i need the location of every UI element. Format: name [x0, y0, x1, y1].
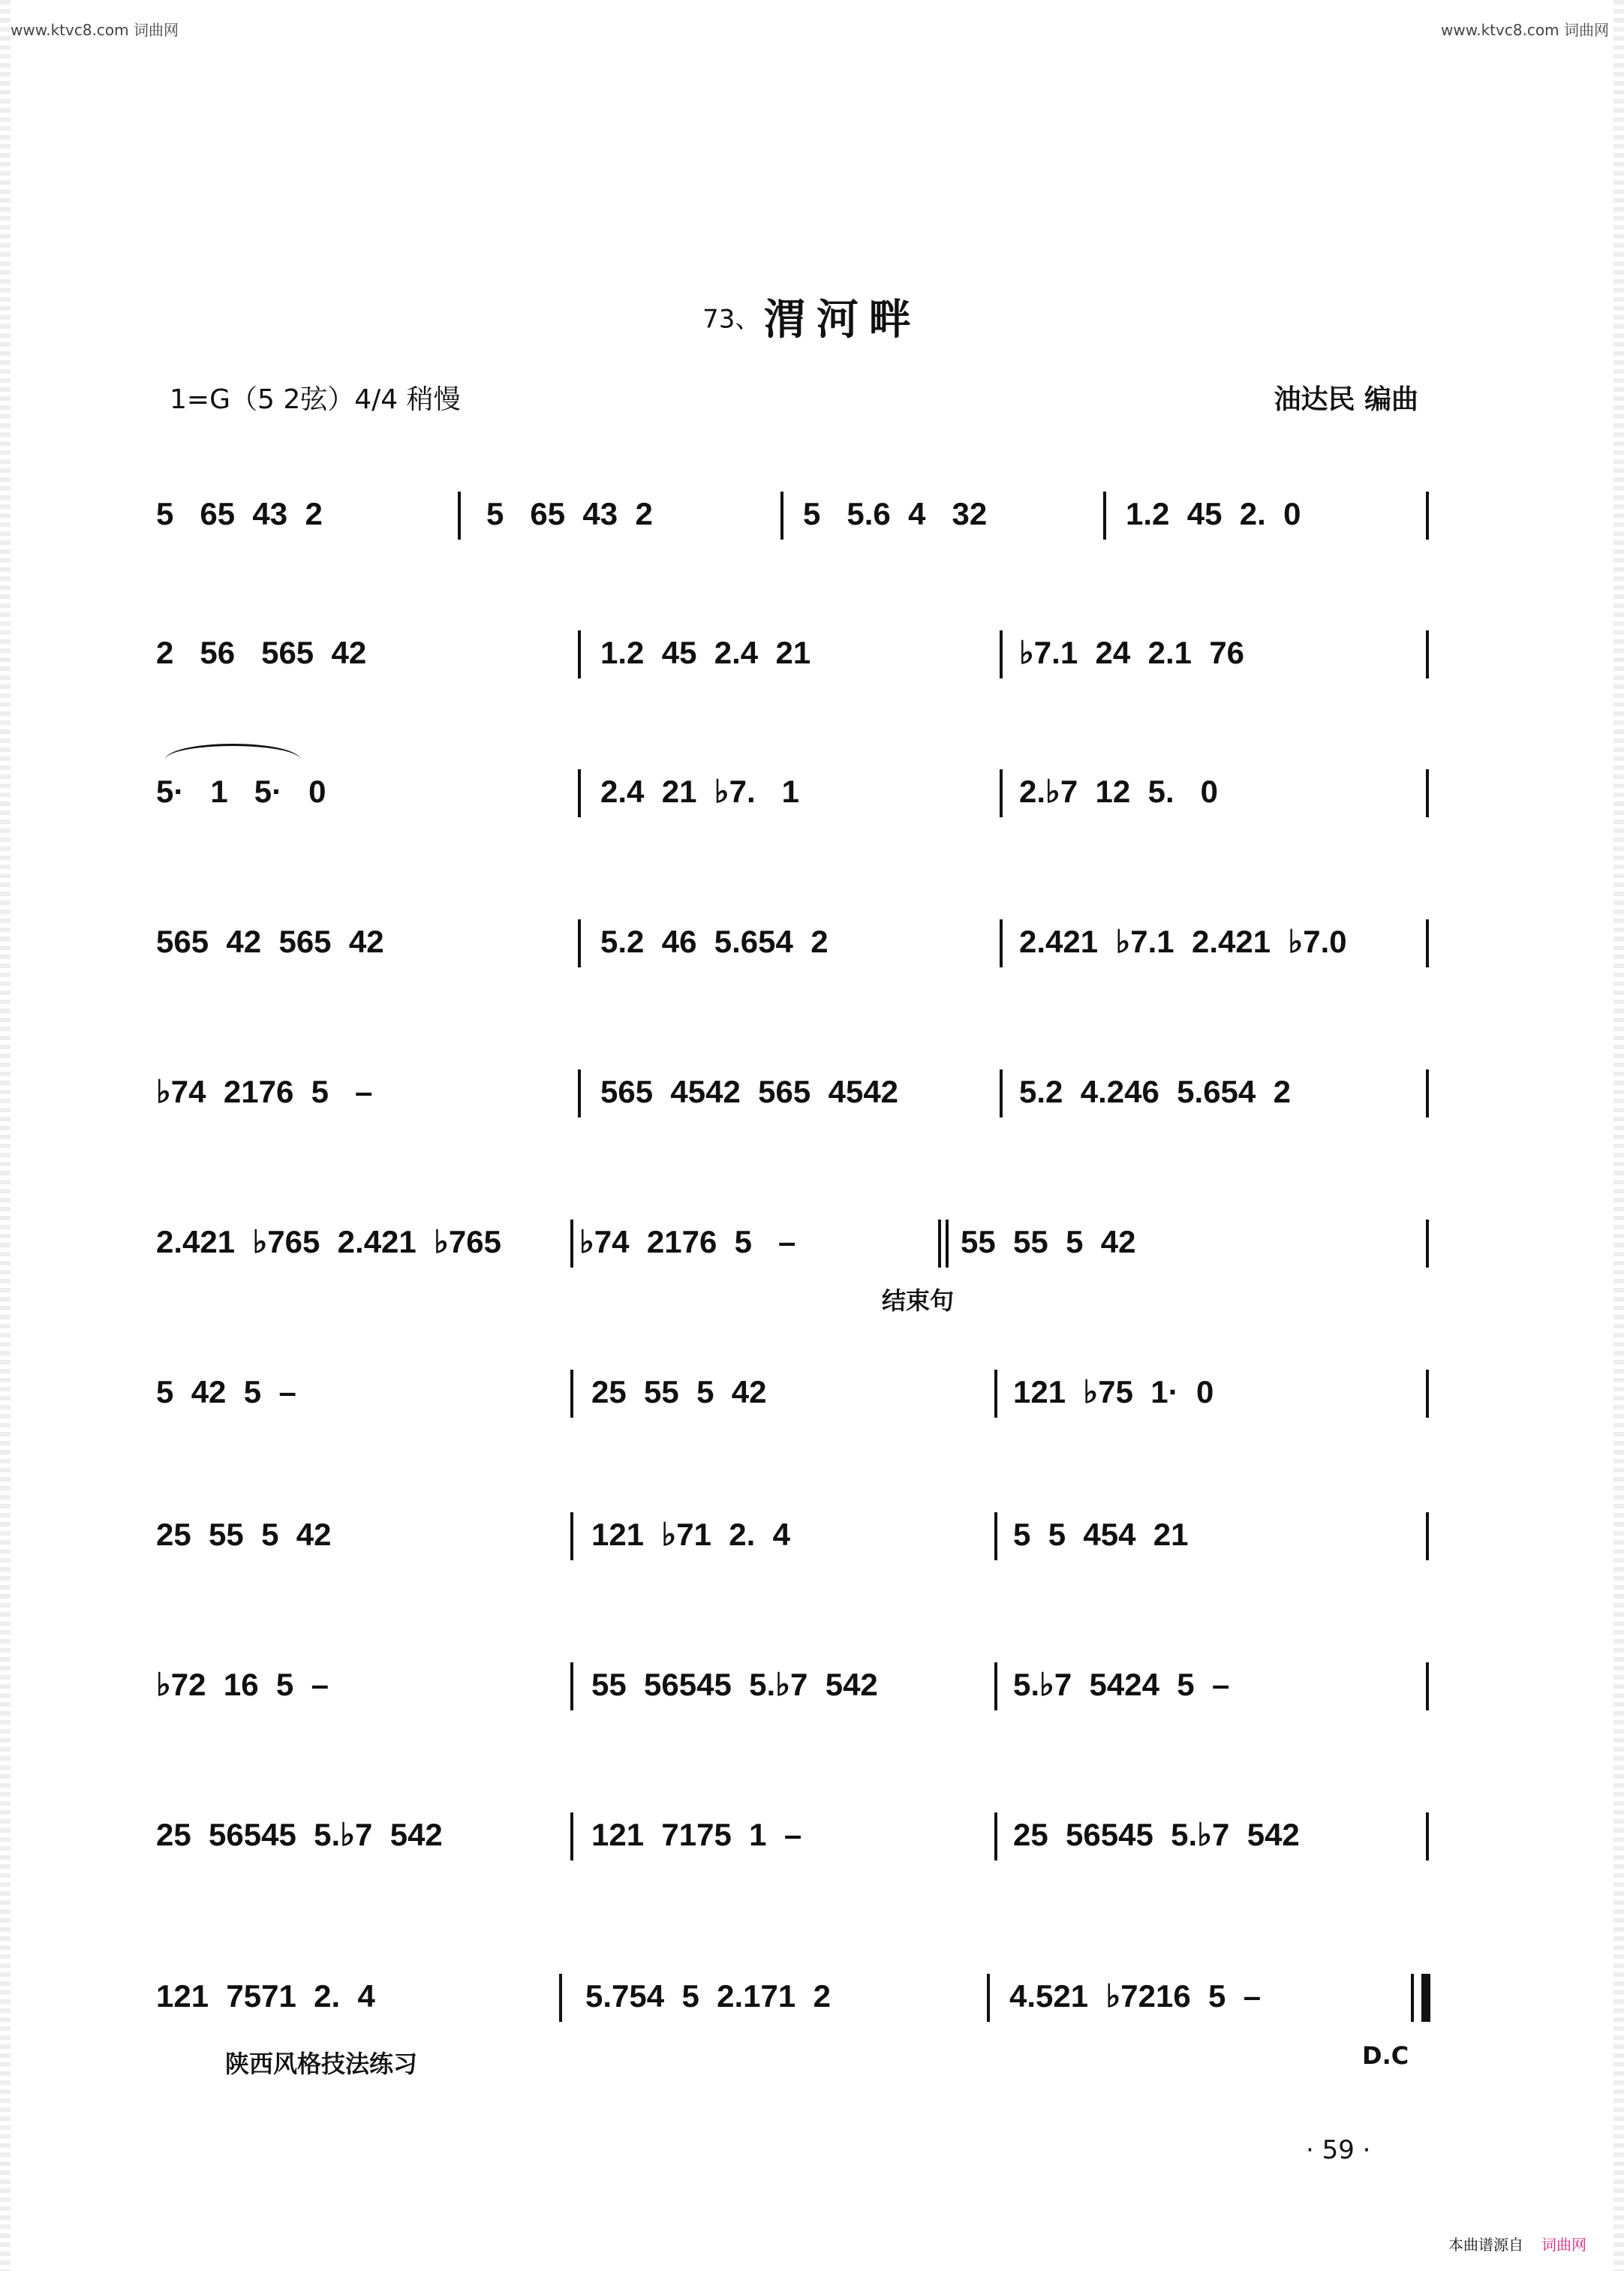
measure: 55 56545 5.♭7 542	[591, 1667, 878, 1702]
barline	[578, 630, 581, 678]
measure: 5 5 454 21	[1013, 1517, 1189, 1552]
barline	[987, 1974, 990, 2022]
barline	[1426, 769, 1429, 817]
page-number: · 59 ·	[1306, 2135, 1371, 2165]
score-line-8	[150, 1490, 1433, 1580]
footer-brand: 词曲网	[1541, 2236, 1586, 2254]
barline	[578, 769, 581, 817]
barline	[1426, 1370, 1429, 1418]
measure: 2.421 ♭765 2.421 ♭765	[156, 1224, 501, 1259]
title-number: 73、	[702, 304, 761, 335]
barline	[1103, 492, 1106, 540]
barline	[1426, 1220, 1429, 1268]
measure: 5 65 43 2	[486, 496, 653, 531]
barline	[780, 492, 783, 540]
barline	[570, 1512, 573, 1560]
measure: 121 ♭71 2. 4	[591, 1517, 791, 1552]
practice-note: 陕西风格技法练习	[225, 2050, 418, 2078]
watermark-right: www.ktvc8.com 词曲网	[1440, 21, 1609, 39]
score-line-2	[150, 608, 1433, 698]
score-line-7	[150, 1347, 1433, 1437]
measure: ♭72 16 5 –	[156, 1667, 329, 1702]
barline	[458, 492, 461, 540]
measure: 55 55 5 42	[961, 1224, 1136, 1259]
double-barline	[938, 1220, 949, 1268]
barline	[570, 1220, 573, 1268]
final-barline	[1421, 1974, 1430, 2022]
measure: 565 42 565 42	[156, 924, 384, 959]
barline	[570, 1662, 573, 1710]
measure: 5 5.6 4 32	[803, 496, 988, 531]
measure: 2.♭7 12 5. 0	[1019, 774, 1218, 809]
measure: 5 42 5 –	[156, 1374, 296, 1409]
measure: 121 7571 2. 4	[156, 1978, 375, 2014]
score-line-9	[150, 1640, 1433, 1730]
barline	[570, 1812, 573, 1860]
measure: 25 56545 5.♭7 542	[156, 1817, 443, 1852]
measure: 25 55 5 42	[156, 1517, 332, 1552]
measure: 5.754 5 2.171 2	[585, 1978, 831, 2014]
measure: 1.2 45 2. 0	[1126, 496, 1301, 531]
footer-source: 本曲谱源自	[1448, 2236, 1523, 2254]
measure: 5.2 4.246 5.654 2	[1019, 1074, 1291, 1109]
barline	[1000, 1069, 1003, 1117]
measure: ♭7.1 24 2.1 76	[1019, 635, 1245, 670]
barline	[1426, 1662, 1429, 1710]
score-line-11	[150, 1951, 1433, 2041]
barline	[1426, 1812, 1429, 1860]
watermark-left: www.ktvc8.com 词曲网	[11, 21, 179, 39]
barline	[578, 1069, 581, 1117]
barline	[559, 1974, 562, 2022]
measure: 121 ♭75 1· 0	[1013, 1374, 1214, 1409]
barline	[1426, 919, 1429, 967]
barline	[994, 1512, 997, 1560]
barline	[1000, 769, 1003, 817]
barline	[994, 1370, 997, 1418]
barline	[1426, 1512, 1429, 1560]
barline	[994, 1812, 997, 1860]
measure: ♭74 2176 5 –	[579, 1224, 796, 1259]
score-line-1	[150, 469, 1433, 559]
barline	[1426, 492, 1429, 540]
barline	[1426, 630, 1429, 678]
measure: 25 55 5 42	[591, 1374, 767, 1409]
measure: 5.♭7 5424 5 –	[1013, 1667, 1230, 1702]
score-line-3	[150, 747, 1433, 837]
measure: 1.2 45 2.4 21	[600, 635, 811, 670]
dc-marking: D.C	[1362, 2041, 1409, 2070]
barline	[994, 1662, 997, 1710]
composer: 油达民 编曲	[1274, 384, 1418, 415]
measure: 2 56 565 42	[156, 635, 367, 670]
barline	[570, 1370, 573, 1418]
barline	[1411, 1974, 1414, 2022]
barline	[1000, 630, 1003, 678]
measure: 25 56545 5.♭7 542	[1013, 1817, 1300, 1852]
key-signature: 1=G（5 2弦）4/4 稍慢	[170, 384, 461, 415]
footer	[1448, 2233, 1586, 2254]
barline	[1426, 1069, 1429, 1117]
measure: ♭74 2176 5 –	[156, 1074, 373, 1109]
measure: 2.421 ♭7.1 2.421 ♭7.0	[1019, 924, 1347, 959]
measure: 121 7175 1 –	[591, 1817, 802, 1852]
measure: 4.521 ♭7216 5 –	[1009, 1978, 1262, 2014]
measure: 5.2 46 5.654 2	[600, 924, 829, 959]
score-line-6	[150, 1197, 1433, 1287]
score-line-4	[150, 897, 1433, 987]
score-line-10	[150, 1790, 1433, 1880]
measure: 5· 1 5· 0	[156, 774, 326, 809]
barline	[1000, 919, 1003, 967]
title-name: 渭河畔	[763, 296, 922, 344]
barline	[578, 919, 581, 967]
score-line-5	[150, 1047, 1433, 1137]
page-title	[0, 287, 1624, 347]
measure: 565 4542 565 4542	[600, 1074, 899, 1109]
measure: 5 65 43 2	[156, 496, 323, 531]
measure: 2.4 21 ♭7. 1	[600, 774, 799, 809]
ending-label: 结束句	[882, 1286, 955, 1315]
